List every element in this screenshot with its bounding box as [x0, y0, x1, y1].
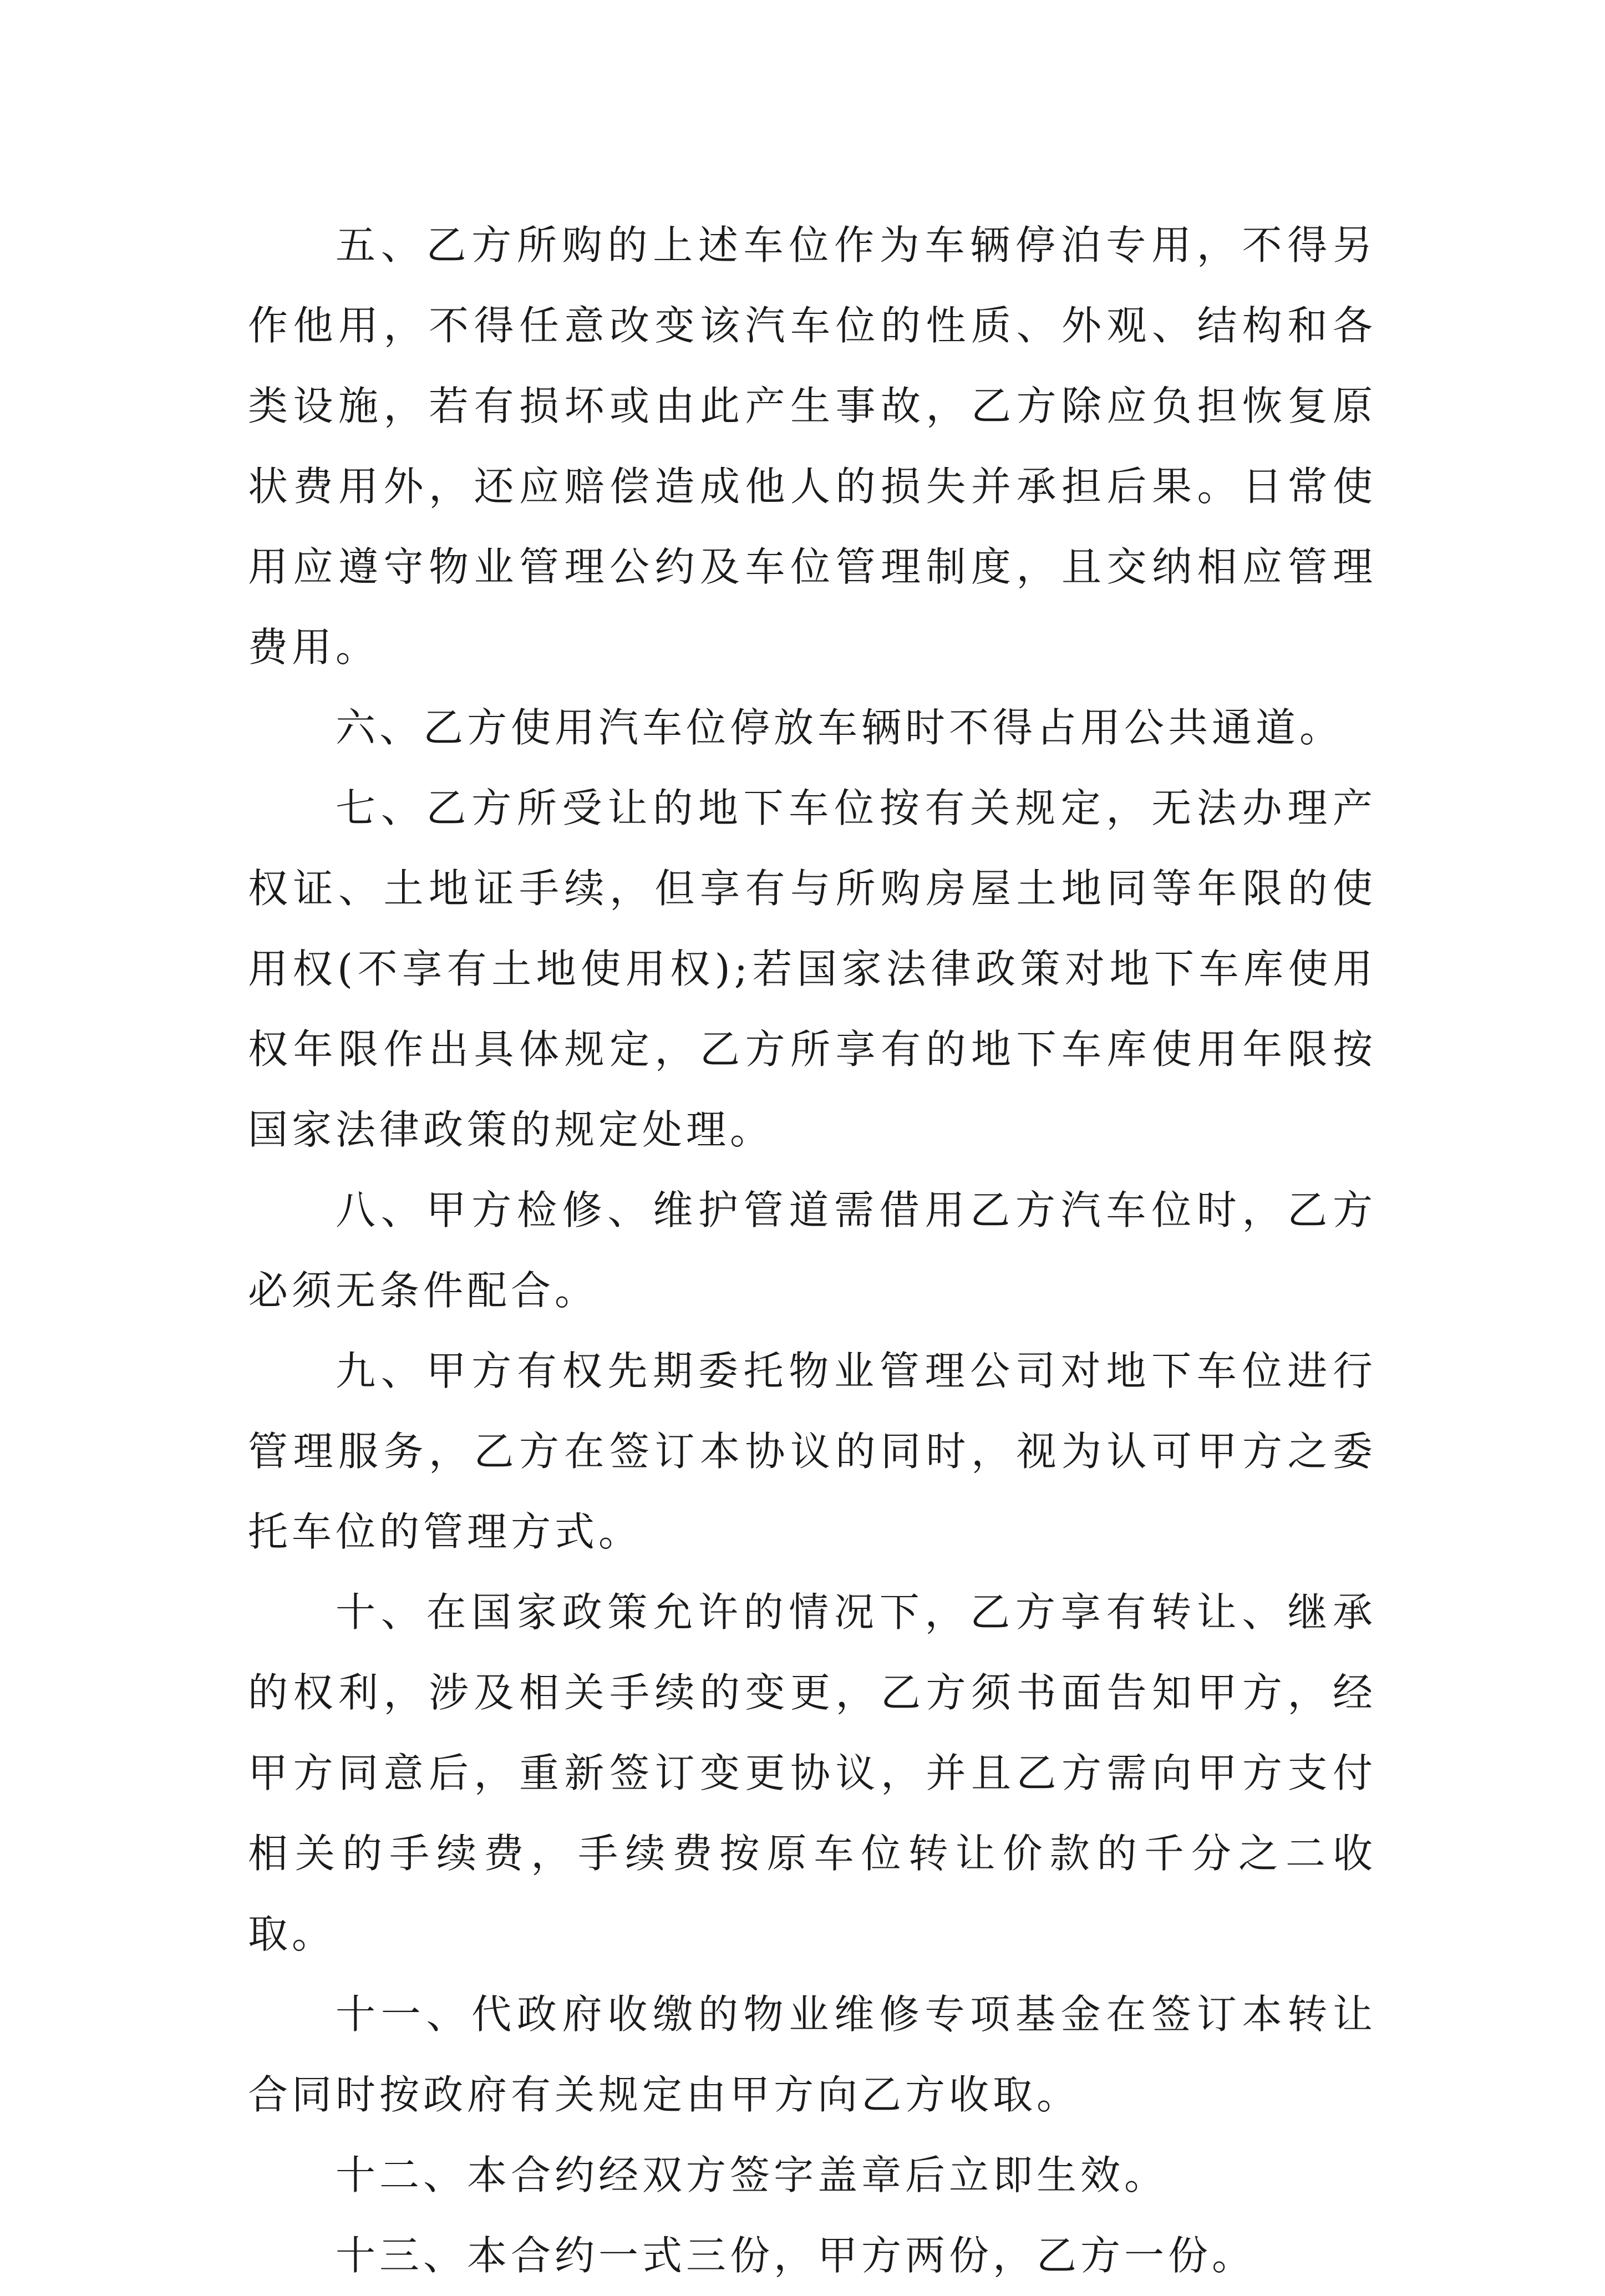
clause-6: 六、乙方使用汽车位停放车辆时不得占用公共通道。 — [336, 704, 1344, 751]
clause-8: 八、甲方检修、维护管道需借用乙方汽车位时，乙方必须无条件配合。 — [248, 1187, 1377, 1314]
clause-9: 九、甲方有权先期委托物业管理公司对地下车位进行管理服务，乙方在签订本协议的同时，视为认可甲方之委托车位的管理方式。 — [248, 1348, 1377, 1555]
contract-body — [248, 205, 1377, 2296]
clause-5: 五、乙方所购的上述车位作为车辆停泊专用，不得另作他用，不得任意改变该汽车位的性质、外观、结构和各类设施，若有损坏或由此产生事故，乙方除应负担恢复原状费用外，还应赔偿造成他人的损失并承担后果。日常使用应遵守物业管理公约及车位管理制度，且交纳相应管理费用。 — [248, 222, 1377, 670]
clause-7: 七、乙方所受让的地下车位按有关规定，无法办理产权证、土地证手续，但享有与所购房屋土地同等年限的使用权(不享有土地使用权);若国家法律政策对地下车库使用权年限作出具体规定，乙方所享有的地下车库使用年限按国家法律政策的规定处理。 — [248, 785, 1377, 1153]
clause-10: 十、在国家政策允许的情况下，乙方享有转让、继承的权利，涉及相关手续的变更，乙方须书面告知甲方，经甲方同意后，重新签订变更协议，并且乙方需向甲方支付相关的手续费，手续费按原车位转让价款的千分之二收取。 — [248, 1589, 1377, 1957]
clause-12: 十二、本合约经双方签字盖章后立即生效。 — [336, 2152, 1169, 2198]
clause-13: 十三、本合约一式三份，甲方两份，乙方一份。 — [336, 2232, 1256, 2279]
clause-11: 十一、代政府收缴的物业维修专项基金在签订本转让合同时按政府有关规定由甲方向乙方收取。 — [248, 1991, 1377, 2118]
